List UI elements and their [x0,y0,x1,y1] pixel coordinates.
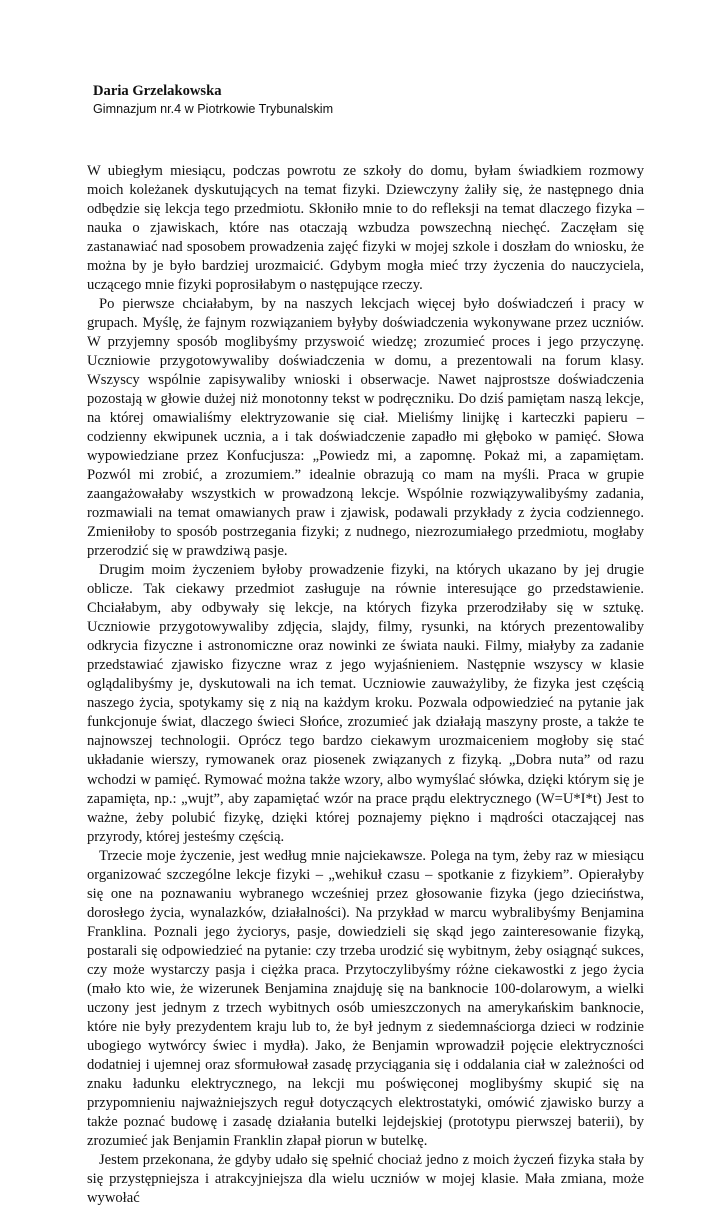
paragraph-conclusion: Jestem przekonana, że gdyby udało się spełnić chociaż jedno z moich życzeń fizyka stała by się przystępniejsza i atrakcyjniejsza dla wielu uczniów w mojej klasie. Mała zmiana, może wywołać [87,1151,644,1206]
school-name: Gimnazjum nr.4 w Piotrkowie Trybunalskim [93,102,334,116]
essay-body [87,162,644,1208]
author-name: Daria Grzelakowska [93,83,222,99]
paragraph-second-wish: Drugim moim życzeniem byłoby prowadzenie fizyki, na których ukazano by jej drugie oblicze. Tak ciekawy przedmiot zasługuje na równie interesujące go przedstawienie. Chciałabym, aby odbywały się lekcje, na których fizyka przerodziłaby się w sztukę. Uczniowie przygotowywaliby zdjęcia, slajdy, filmy, rysunki, na których prezentowaliby odkrycia fizyczne i astronomiczne oraz nowinki ze świata nauki. Filmy, miałyby za zadanie przedstawiać zjawisko fizyczne wraz z jego wyjaśnieniem. Następnie wszyscy w klasie oglądalibyśmy je, dyskutowali na ich temat. Uczniowie zauważyliby, że fizyka jest częścią naszego życia, spotykamy się z nią na każdym kroku. Pozwala odpowiedzieć na pytanie jak funkcjonuje świat, dlaczego świeci Słońce, zrozumieć jak działają maszyny proste, a także te najnowszej technologii. Oprócz tego bardzo ciekawym urozmaiceniem mogłoby się stać układanie wierszy, rymowanek oraz piosenek związanych z fizyką. „Dobra nuta” od razu wchodzi w pamięć. Rymować można także wzory, albo wymyślać słówka, dzięki którym się je zapamięta, np.: „wujt”, aby zapamiętać wzór na prace prądu elektrycznego (W=U*I*t) Jest to ważne, żeby polubić fizykę, dzięki której poznajemy piękno i mądrości otaczającej nas przyrody, której jesteśmy częścią. [87,562,644,845]
paragraph-intro: W ubiegłym miesiącu, podczas powrotu ze szkoły do domu, byłam świadkiem rozmowy moich koleżanek dyskutujących na temat fizyki. Dziewczyny żaliły się, że następnego dnia odbędzie się lekcja tego przedmiotu. Skłoniło mnie to do refleksji na temat dlaczego fizyka – nauka o zjawiskach, które nas otaczają wzbudza powszechną niechęć. Zaczęłam się zastanawiać nad sposobem prowadzenia zajęć fizyki w mojej szkole i doszłam do wniosku, że można by je było bardziej urozmaicić. Gdybym mogła mieć trzy życzenia do nauczyciela, uczącego mnie fizyki poprosiłabym o następujące rzeczy. [87,163,644,294]
paragraph-first-wish: Po pierwsze chciałabym, by na naszych lekcjach więcej było doświadczeń i pracy w grupach. Myślę, że fajnym rozwiązaniem byłyby doświadczenia wykonywane przez uczniów. W przyjemny sposób moglibyśmy przyswoić wiedzę; zrozumieć proces i jego przyczynę. Uczniowie przygotowywaliby doświadczenia w domu, a prezentowali na forum klasy. Wszyscy wspólnie zapisywaliby wnioski i obserwacje. Nawet najprostsze doświadczenia pozostają w głowie dużej niż monotonny tekst w podręczniku. Do dziś pamiętam naszą lekcje, na której omawialiśmy elektryzowanie się ciał. Mieliśmy linijkę i karteczki papieru – codzienny ekwipunek ucznia, a i tak doświadczenie zapadło mi głęboko w pamięć. Słowa wypowiedziane przez Konfucjusza: „Powiedz mi, a zapomnę. Pokaż mi, a zapamiętam. Pozwól mi zrobić, a zrozumiem.” idealnie obrazują co mam na myśli. Praca w grupie zaangażowałaby wszystkich w prowadzoną lekcje. Wspólnie rozwiązywalibyśmy zadania, rozmawiali na temat omawianych praw i zjawisk, podawali przykłady z życia codziennego. Zmieniłoby to sposób postrzegania fizyki; z nudnego, niezrozumiałego przedmiotu, mogłaby przerodzić się w prawdziwą pasje. [87,296,644,560]
paragraph-third-wish: Trzecie moje życzenie, jest według mnie najciekawsze. Polega na tym, żeby raz w miesiącu organizować szczególne lekcje fizyki – „wehikuł czasu – spotkanie z fizykiem”. Opierałyby się one na poznawaniu wybranego wcześniej przez głosowanie fizyka (jego dzieciństwa, dorosłego życia, wynalazków, działalności). Na przykład w marcu wybralibyśmy Benjamina Franklina. Poznali jego życiorys, pasje, dowiedzieli się skąd jego zainteresowanie fizyką, postarali się odpowiedzieć na pytanie: czy trzeba urodzić się wybitnym, żeby osiągnąć sukces, czy może wystarczy pasja i ciężka praca. Przytoczylibyśmy różne ciekawostki z jego życia (mało kto wie, że wizerunek Benjamina znajduję się na banknocie 100-dolarowym, a wielki uczony jest jednym z trzech wybitnych osób umieszczonych na amerykańskim banknocie, które nie były prezydentem kraju lub to, że był jednym z siedemnaściorga dzieci w rodzinie ubogiego wytwórcy świec i mydła). Jako, że Benjamin wprowadził pojęcie elektryczności dodatniej i ujemnej oraz sformułował zasadę przyciągania się i oddalania ciał w zależności od znaku ładunku elektrycznego, na lekcji mu poświęconej moglibyśmy skupić się na przypomnieniu najważniejszych reguł dotyczących elektrostatyki, omówić zjawisko burzy a także poznać budowę i zasadę działania butelki lejdejskiej (prototypu pierwszej baterii), by zrozumieć jak Benjamin Franklin złapał piorun w butelkę. [87,847,644,1149]
